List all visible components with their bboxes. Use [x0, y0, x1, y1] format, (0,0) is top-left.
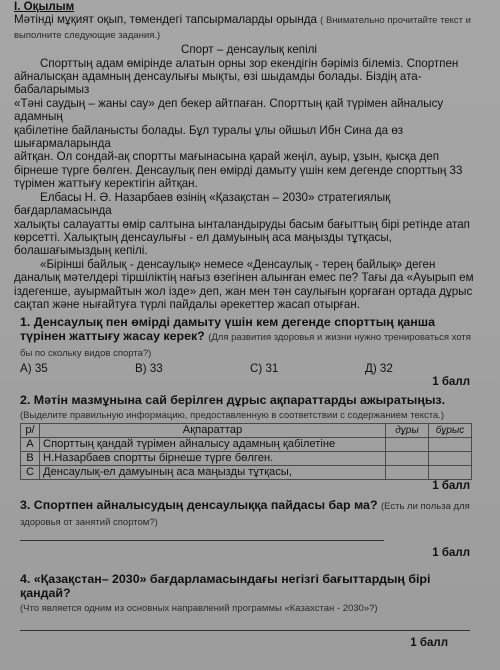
row-letter: C [21, 466, 40, 480]
option-c[interactable]: C) 31 [250, 362, 279, 376]
text-paragraph: айтқан. Ол сондай-ақ спортты мағынасына қарай жеңіл, ауыр, ұзын, қысқа деп бірнеше түрге бөлген. Денсаулық пен өмірді дамыту үшін кем дегенде спорттың 33 түрімен жаттығу керектігін айтқан. [14, 150, 463, 191]
question-4-answer-line[interactable] [20, 616, 470, 631]
question-2-score: 1 балл [432, 480, 470, 493]
table-row [21, 438, 472, 452]
instruction: Мәтінді мұқият оқып, төмендегі тапсырмаларды орында ( Внимательно прочитайте текст и выполните следующие задания.) [14, 13, 471, 41]
text-paragraph: «Бірінші байлық - денсаулық» немесе «Денсаулық - терең байлық» деген даналық мәтелдері тіршіліктің нағыз өзегінен алынған емес пе? Тағы да «Ауырып ем іздегенше, ауырмайтын жол ізде» деп, жан мен тән саулығын қорғаған ортада дұрыс сақтап және нығайтуға түрлі пайдалы әрекеттер жасап отырған. [14, 257, 474, 311]
question-4: 4. «Қазақстан– 2030» бағдарламасындағы негізгі бағыттардың бірі қандай? (Что является одним из основных направлений программы «Казахстан - 2030»?) [20, 571, 431, 614]
true-cell[interactable] [386, 452, 429, 466]
option-b[interactable]: B) 33 [135, 362, 163, 376]
table-header-row [21, 424, 472, 438]
question-2-table [20, 423, 472, 480]
option-a[interactable]: A) 35 [20, 362, 48, 376]
row-text: Спорттың қандай түрімен айналысу адамның қабілетіне [40, 438, 386, 452]
text-paragraph: Елбасы Н. Ә. Назарбаев өзінің «Қазақстан – 2030» стратегиялық бағдарламасында [14, 190, 391, 218]
false-cell[interactable] [429, 438, 472, 452]
row-text: Н.Назарбаев спортты бірнеше түрге бөлген. [40, 452, 386, 466]
question-2: 2. Мәтін мазмұнына сай берілген дұрыс ақпараттарды ажыратыңыз. (Выделите правильную информацию, предоставленную в соответствии с содержанием текста.) [20, 393, 446, 422]
row-text: Денсаулық-ел дамуының аса маңызды тұтқасы, [40, 466, 386, 480]
text-paragraph: халықты салауатты өмір салтына ынталандыруды басым бағыттың бірі ретінде атап көрсетті. Халықтың денсаулығы - ел дамуының аса маңызды тұтқасы, болашағымыздың кепілі. [14, 217, 470, 258]
question-3: 3. Спортпен айналысудың денсаулыққа пайдасы бар ма? (Есть ли польза для здоровья от занятий спортом?) [20, 497, 470, 528]
text-title: Спорт – денсаулық кепілі [181, 43, 317, 57]
false-cell[interactable] [429, 466, 472, 480]
question-3-answer-line[interactable] [20, 530, 384, 541]
table-row [21, 452, 472, 466]
table-row [21, 466, 472, 480]
question-1: 1. Денсаулық пен өмірді дамыту үшін кем дегенде спорттың қанша түрінен жаттығу жасау керек? (Для развития здоровья и жизни нужно тренироваться хотя бы по скольку видов спорта?) [20, 315, 471, 360]
true-cell[interactable] [386, 466, 429, 480]
col-header-info: Ақпараттар [40, 424, 386, 438]
question-1-score: 1 балл [432, 375, 470, 388]
question-4-score: 1 балл [410, 636, 448, 649]
col-header-false: бұрыс [429, 424, 472, 438]
section-title: I. Оқылым [14, 0, 75, 13]
row-letter: A [21, 438, 40, 452]
header [14, 0, 484, 13]
text-paragraph: айналысқан адамның денсаулығы мықты, өзі шыдамды болады. Біздің ата-бабаларымыз [14, 70, 422, 97]
col-header-num: р/ [21, 424, 40, 438]
true-cell[interactable] [386, 438, 429, 452]
row-letter: B [21, 452, 40, 466]
text-paragraph: қабілетіне байланысты болады. Бұл туралы ұлы ойшыл Ибн Сина да өз шығармаларында [14, 123, 404, 151]
question-3-score: 1 балл [432, 546, 470, 559]
option-d[interactable]: Д) 32 [365, 362, 393, 376]
col-header-true: дұры [386, 424, 429, 438]
text-paragraph: Спорттың адам өміріндe алатын орны зор екендігін бәріміз білеміз. Спортпен [40, 56, 459, 70]
question-1-options [14, 362, 484, 375]
false-cell[interactable] [429, 452, 472, 466]
text-paragraph: «Тәні саудың – жаны сау» деп бекер айтпаған. Спорттың қай түрімен айналысу адамның [14, 96, 444, 124]
